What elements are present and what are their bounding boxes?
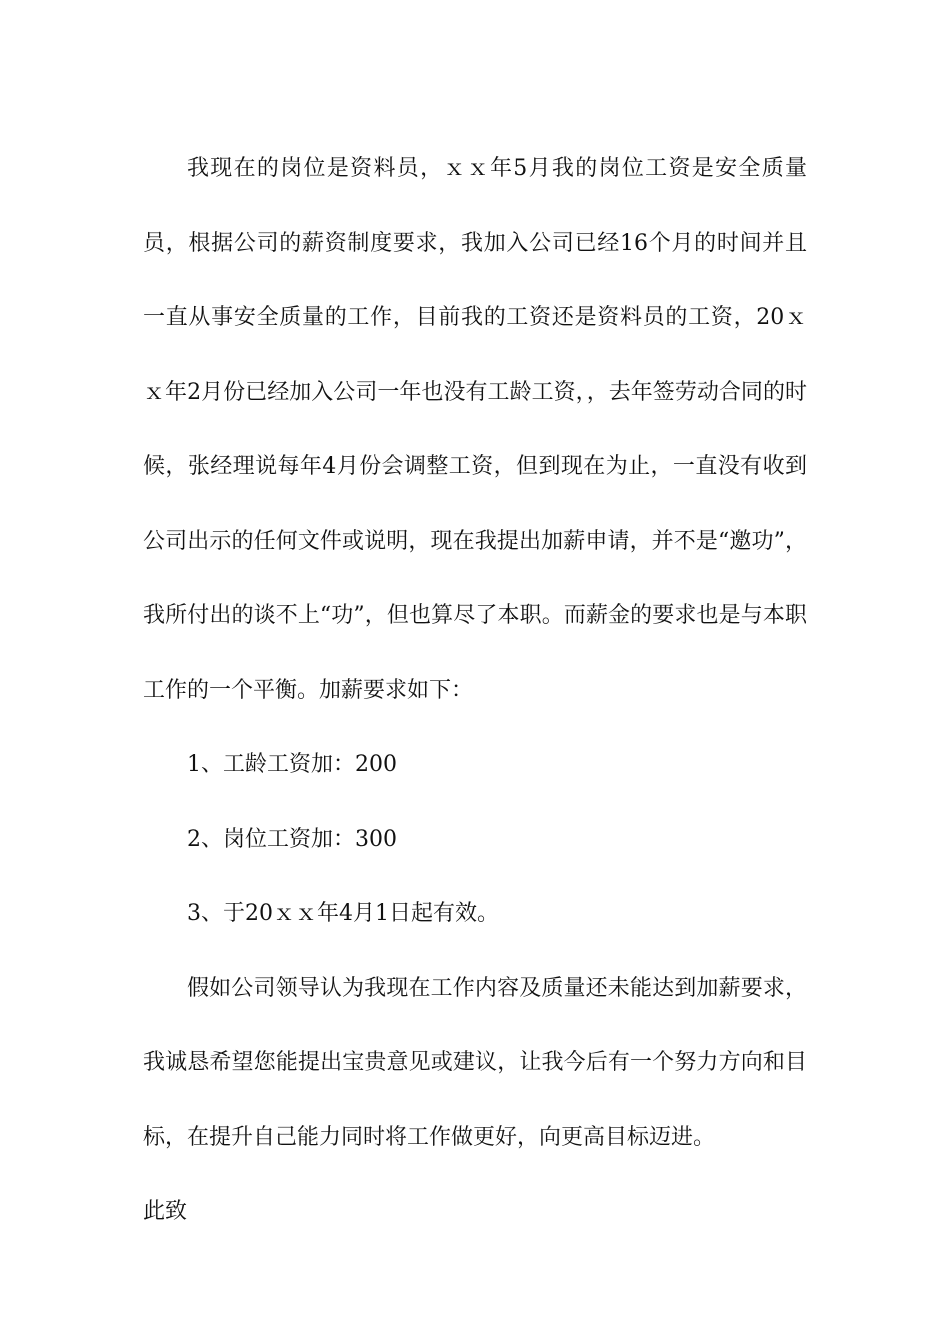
request-item-2: 2、岗位工资加：300 — [187, 826, 397, 852]
closing-line: 此致 — [143, 1199, 188, 1224]
body-paragraph-1: 我现在的岗位是资料员，ｘｘ年5月我的岗位工资是安全质量员，根据公司的薪资制度要求，我加入公司已经16个月的时间并且一直从事安全质量的工作，目前我的工资还是资料员的工资，20ｘｘ年2月份已经加入公司一年也没有工龄工资，，去年签劳动合同的时候，张经理说每年4月份会调整工资，但到现在为止，一直没有收到公司出示的任何文件或说明，现在我提出加薪申请，并不是“邀功”，我所付出的谈不上“功”，但也算尽了本职。而薪金的要求也是与本职工作的一个平衡。加薪要求如下： — [143, 156, 807, 703]
request-item-3: 3、于20ｘｘ年4月1日起有效。 — [187, 901, 499, 926]
body-paragraph-2: 假如公司领导认为我现在工作内容及质量还未能达到加薪要求，我诚恳希望您能提出宝贵意见或建议，让我今后有一个努力方向和目标，在提升自己能力同时将工作做更好，向更高目标迈进。 — [143, 975, 807, 1150]
document-body — [143, 132, 807, 1250]
request-item-1: 1、工龄工资加：200 — [187, 752, 397, 777]
